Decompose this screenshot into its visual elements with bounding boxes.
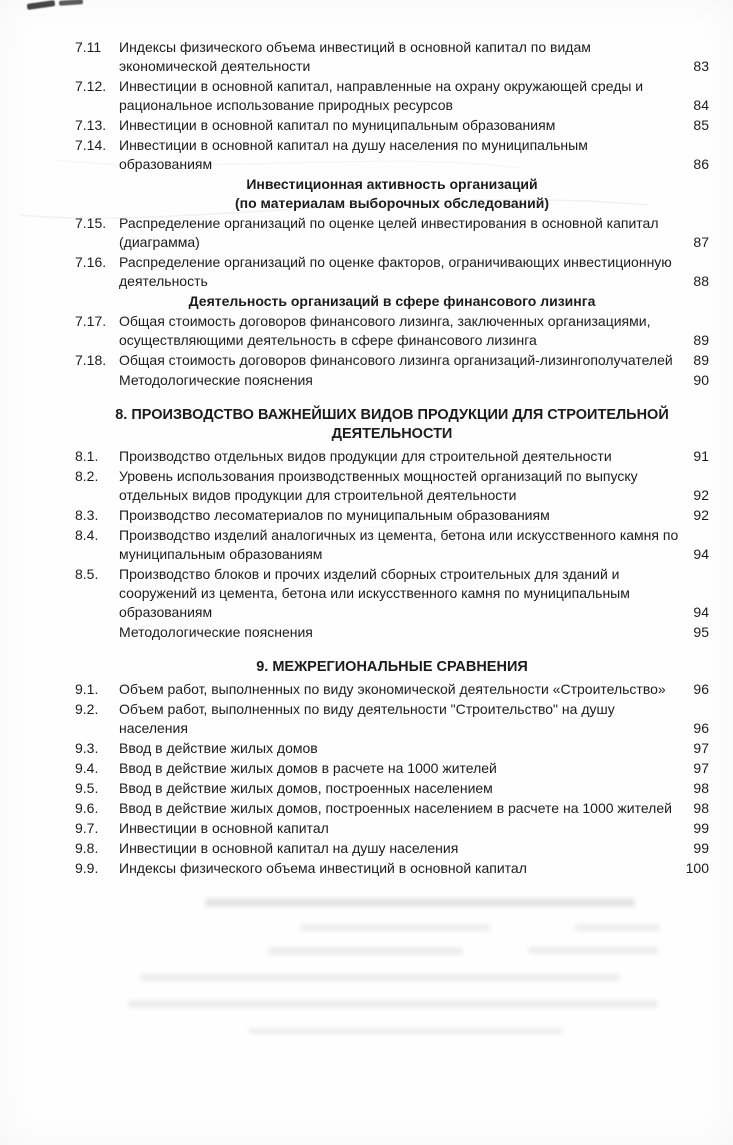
- toc-entry-title-line: Инвестиции в основной капитал по муниципальным образованиям: [119, 117, 556, 133]
- toc-entry-title-line: Ввод в действие жилых домов в расчете на 1000 жителей: [119, 760, 497, 776]
- bleed-through-smudge: [300, 924, 490, 931]
- toc-entry-page-number: 92: [693, 487, 709, 503]
- toc-entry-title-line: Инвестиции в основной капитал на душу населения по муниципальным: [119, 137, 588, 153]
- toc-entry-title: [119, 253, 679, 291]
- bleed-through-smudge: [128, 1000, 658, 1008]
- toc-entry-number: 7.14.: [75, 137, 107, 153]
- toc-entry-title-line: Производство лесоматериалов по муниципальным образованиям: [119, 507, 550, 523]
- toc-entry-number: 7.13.: [75, 117, 107, 133]
- bleed-through-smudge: [575, 924, 660, 931]
- toc-entry-title: [119, 799, 679, 818]
- toc-entry-number: 7.17.: [75, 313, 107, 329]
- toc-entry-title-line: муниципальным образованиям: [119, 546, 323, 562]
- toc-entry-title: [119, 371, 679, 390]
- toc-entry-number: 8.4.: [75, 527, 99, 543]
- toc-entry-title-line: осуществляющими деятельность в сфере финансового лизинга: [119, 332, 537, 348]
- toc-entry: [75, 819, 709, 838]
- toc-entry-page-number: 87: [693, 234, 709, 250]
- toc-entry-title-line: Инвестиции в основной капитал на душу населения: [119, 840, 459, 856]
- toc-entry-title: [119, 136, 679, 174]
- toc-entry: [75, 565, 709, 622]
- toc-entry-page-number: 90: [693, 372, 709, 388]
- toc-entry-title-line: Методологические пояснения: [119, 372, 313, 388]
- toc-entry-number: 9.9.: [75, 860, 99, 876]
- toc-entry-title-line: Общая стоимость договоров финансового лизинга организаций-лизингополучателей: [119, 352, 673, 368]
- toc-entry-title-line: Общая стоимость договоров финансового лизинга, заключенных организациями,: [119, 313, 651, 329]
- toc-entry: [75, 253, 709, 291]
- toc-entry-number: 8.1.: [75, 448, 99, 464]
- toc-entry-number: 8.2.: [75, 468, 99, 484]
- toc-entry-title: [119, 526, 679, 564]
- toc-entry-page-number: 99: [693, 840, 709, 856]
- toc-entry-number: 9.1.: [75, 681, 99, 697]
- toc-entry-title-line: отдельных видов продукции для строительной деятельности: [119, 487, 517, 503]
- toc-entry-number: 7.15.: [75, 215, 107, 231]
- toc-entry-number: 9.4.: [75, 760, 99, 776]
- sub-heading: [75, 175, 709, 213]
- toc-entry-page-number: 86: [693, 156, 709, 172]
- heading-line: Инвестиционная активность организаций: [246, 176, 538, 192]
- toc-entry-title: [119, 680, 679, 699]
- toc-entry-number: 7.18.: [75, 352, 107, 368]
- toc-entry-title: [119, 447, 679, 466]
- toc-entry-page-number: 94: [693, 604, 709, 620]
- toc-entry: [75, 38, 709, 76]
- toc-entry-page-number: 85: [693, 117, 709, 133]
- toc-entry: [75, 77, 709, 115]
- toc-entry-number: 7.11: [75, 39, 102, 55]
- bleed-through-smudge: [140, 974, 620, 981]
- toc-entry-title-line: сооружений из цемента, бетона или искусственного камня по муниципальным: [119, 585, 630, 601]
- toc-entry-title-line: Индексы физического объема инвестиций в основной капитал: [119, 860, 527, 876]
- toc-entry-number: 8.3.: [75, 507, 99, 523]
- toc-entry-page-number: 98: [693, 780, 709, 796]
- toc-entry-title-line: Распределение организаций по оценке целей инвестирования в основной капитал: [119, 215, 659, 231]
- toc-entry-title-line: Ввод в действие жилых домов, построенных населением: [119, 780, 493, 796]
- section-heading: [75, 406, 709, 444]
- toc-entry: [75, 799, 709, 818]
- toc-entry-page-number: 94: [693, 546, 709, 562]
- toc-entry-number: [75, 623, 119, 642]
- toc-entry: [75, 506, 709, 525]
- toc-entry-number: 9.6.: [75, 800, 99, 816]
- toc-entry-title-line: рациональное использование природных ресурсов: [119, 97, 453, 113]
- toc-entry-number: 9.2.: [75, 701, 99, 717]
- toc-entry: [75, 779, 709, 798]
- toc-entry-title-line: образованиям: [119, 156, 213, 172]
- toc-entry-title-line: деятельность: [119, 273, 208, 289]
- toc-entry-title: [119, 623, 679, 642]
- toc-entry-title: [119, 700, 679, 738]
- toc-entry-title-line: Инвестиции в основной капитал: [119, 820, 329, 836]
- toc-entry-title-line: (диаграмма): [119, 234, 200, 250]
- toc-entry: [75, 136, 709, 174]
- toc-entry-title-line: Производство отдельных видов продукции для строительной деятельности: [119, 448, 612, 464]
- toc-entry: [75, 371, 709, 390]
- toc-entry-number: [75, 371, 119, 390]
- toc-entry-page-number: 92: [693, 507, 709, 523]
- heading-line: Деятельность организаций в сфере финансового лизинга: [188, 293, 596, 309]
- toc-entry-title-line: экономической деятельности: [119, 58, 311, 74]
- toc-entry-title-line: Индексы физического объема инвестиций в основной капитал по видам: [119, 39, 591, 55]
- toc-entry: [75, 467, 709, 505]
- toc-entry-title-line: Уровень использования производственных мощностей организаций по выпуску: [119, 468, 638, 484]
- toc-entry-number: 7.12.: [75, 78, 107, 94]
- heading-line: 8. ПРОИЗВОДСТВО ВАЖНЕЙШИХ ВИДОВ ПРОДУКЦИИ ДЛЯ СТРОИТЕЛЬНОЙ: [115, 407, 669, 423]
- toc-entry: [75, 351, 709, 370]
- toc-entry-page-number: 96: [693, 720, 709, 736]
- toc-entry-title: [119, 506, 679, 525]
- toc: [75, 38, 709, 879]
- toc-entry-title-line: Объем работ, выполненных по виду экономической деятельности «Строительство»: [119, 681, 666, 697]
- heading-line: 9. МЕЖРЕГИОНАЛЬНЫЕ СРАВНЕНИЯ: [256, 659, 528, 675]
- toc-entry-title-line: образованиям: [119, 604, 213, 620]
- toc-entry: [75, 526, 709, 564]
- toc-entry-title: [119, 739, 679, 758]
- toc-entry-title-line: Методологические пояснения: [119, 624, 313, 640]
- toc-entry-page-number: 83: [693, 58, 709, 74]
- toc-entry-page-number: 95: [693, 624, 709, 640]
- toc-entry-title-line: Ввод в действие жилых домов, построенных населением в расчете на 1000 жителей: [119, 800, 672, 816]
- bleed-through-smudge: [268, 947, 463, 955]
- bleed-through-smudge: [528, 947, 658, 954]
- toc-entry-title: [119, 312, 679, 350]
- scan-ink-mark: [59, 0, 83, 6]
- toc-entry-page-number: 100: [685, 860, 709, 876]
- toc-entry-title: [119, 214, 679, 252]
- toc-entry-page-number: 96: [693, 681, 709, 697]
- toc-entry-page-number: 97: [693, 760, 709, 776]
- toc-entry-title: [119, 565, 679, 622]
- toc-entry: [75, 623, 709, 642]
- toc-entry: [75, 214, 709, 252]
- toc-entry-title-line: Ввод в действие жилых домов: [119, 740, 318, 756]
- toc-entry-title: [119, 759, 679, 778]
- toc-entry: [75, 116, 709, 135]
- toc-entry-number: 7.16.: [75, 254, 107, 270]
- toc-entry-title-line: Объем работ, выполненных по виду деятельности "Строительство" на душу: [119, 701, 615, 717]
- toc-entry: [75, 839, 709, 858]
- toc-entry: [75, 680, 709, 699]
- toc-entry-title: [119, 779, 679, 798]
- toc-entry: [75, 700, 709, 738]
- toc-entry-number: 9.5.: [75, 780, 99, 796]
- toc-entry-page-number: 99: [693, 820, 709, 836]
- bleed-through-smudge: [205, 898, 635, 907]
- toc-entry-title: [119, 819, 679, 838]
- toc-entry-title: [119, 859, 679, 878]
- toc-entry-title-line: населения: [119, 720, 188, 736]
- toc-entry-title: [119, 77, 679, 115]
- toc-entry-page-number: 84: [693, 97, 709, 113]
- toc-entry-page-number: 89: [693, 332, 709, 348]
- toc-entry-title-line: Распределение организаций по оценке факторов, ограничивающих инвестиционную: [119, 254, 672, 270]
- toc-entry: [75, 447, 709, 466]
- toc-entry-title: [119, 38, 679, 76]
- toc-entry-number: 9.8.: [75, 840, 99, 856]
- bleed-through-smudge: [248, 1028, 563, 1034]
- toc-entry-number: 9.3.: [75, 740, 99, 756]
- section-heading: [75, 658, 709, 677]
- toc-entry: [75, 759, 709, 778]
- scan-ink-mark: [27, 0, 56, 10]
- toc-entry-title: [119, 351, 679, 370]
- toc-entry-title: [119, 116, 679, 135]
- toc-entry-title: [119, 467, 679, 505]
- toc-entry: [75, 312, 709, 350]
- toc-entry-page-number: 89: [693, 352, 709, 368]
- toc-entry-number: 8.5.: [75, 566, 99, 582]
- toc-entry-page-number: 98: [693, 800, 709, 816]
- toc-entry-title: [119, 839, 679, 858]
- toc-entry-page-number: 91: [693, 448, 709, 464]
- heading-line: ДЕЯТЕЛЬНОСТИ: [331, 426, 453, 442]
- toc-entry-title-line: Производство изделий аналогичных из цемента, бетона или искусственного камня по: [119, 527, 679, 543]
- sub-heading: [75, 292, 709, 311]
- toc-entry-number: 9.7.: [75, 820, 99, 836]
- toc-entry: [75, 859, 709, 878]
- heading-line: (по материалам выборочных обследований): [234, 195, 550, 211]
- toc-entry-page-number: 97: [693, 740, 709, 756]
- toc-entry: [75, 739, 709, 758]
- toc-entry-title-line: Инвестиции в основной капитал, направленные на охрану окружающей среды и: [119, 78, 644, 94]
- toc-entry-title-line: Производство блоков и прочих изделий сборных строительных для зданий и: [119, 566, 620, 582]
- toc-entry-page-number: 88: [693, 273, 709, 289]
